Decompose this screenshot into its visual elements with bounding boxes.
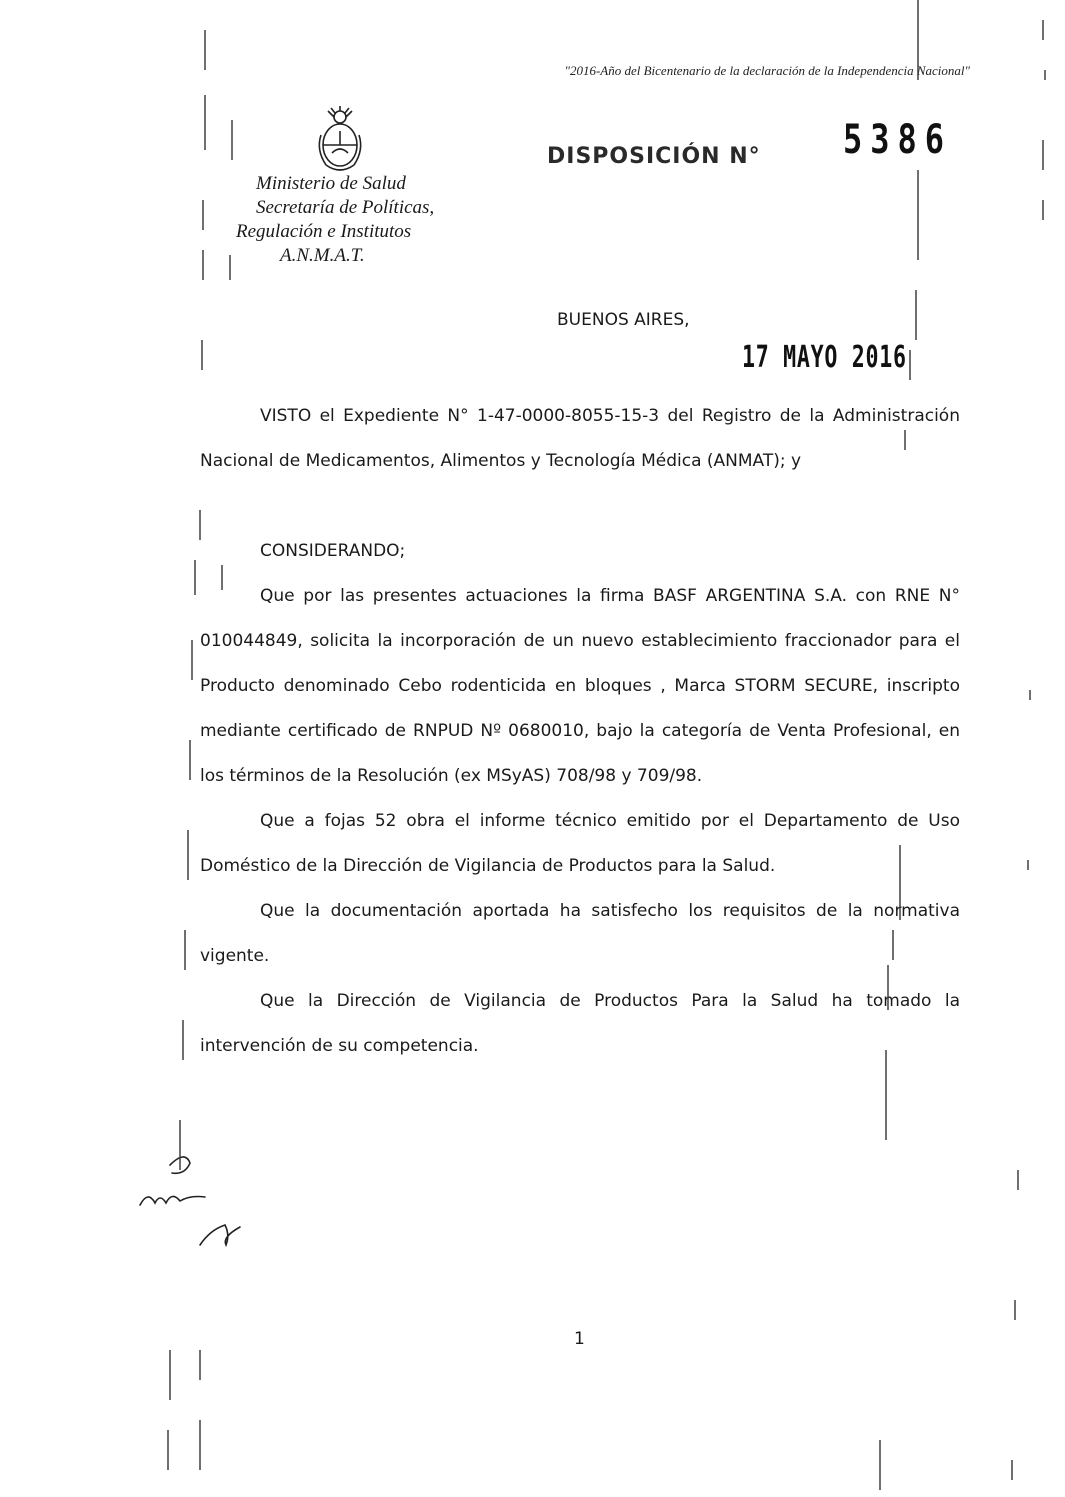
paragraph-2: Que a fojas 52 obra el informe técnico emitido por el Departamento de Uso Doméstico de la Dirección de Vigilancia de Productos para la Salud. [200, 811, 960, 876]
coat-of-arms-icon [312, 105, 368, 177]
ministry-line-3: Regulación e Institutos [236, 221, 412, 242]
disposicion-number: 5386 [843, 117, 953, 163]
handwritten-signature [130, 1145, 260, 1255]
date-stamp: 17 MAYO 2016 [742, 340, 907, 375]
ministry-line-4: A.N.M.A.T. [280, 245, 365, 266]
ministry-line-1: Ministerio de Salud [256, 173, 406, 194]
disposicion-label: DISPOSICIÓN N° [547, 144, 761, 169]
motto: "2016-Año del Bicentenario de la declaración de la Independencia Nacional" [564, 63, 970, 78]
page-number: 1 [574, 1329, 585, 1349]
visto-paragraph: VISTO el Expediente N° 1-47-0000-8055-15-3 del Registro de la Administración Nacional de Medicamentos, Alimentos y Tecnología Médica (ANMAT); y [200, 406, 960, 471]
considerando-heading: CONSIDERANDO; [260, 541, 406, 561]
paragraph-4: Que la Dirección de Vigilancia de Productos Para la Salud ha tomado la intervención de su competencia. [200, 991, 960, 1056]
ministry-block [232, 172, 434, 268]
document-body [200, 394, 960, 1069]
dateline-city: BUENOS AIRES, [557, 310, 690, 330]
paragraph-3: Que la documentación aportada ha satisfecho los requisitos de la normativa vigente. [200, 901, 960, 966]
paragraph-1: Que por las presentes actuaciones la firma BASF ARGENTINA S.A. con RNE N° 010044849, solicita la incorporación de un nuevo establecimiento fraccionador para el Producto denominado Cebo rodenticida en bloques , Marca STORM SECURE, inscripto mediante certificado de RNPUD Nº 0680010, bajo la categoría de Venta Profesional, en los términos de la Resolución (ex MSyAS) 708/98 y 709/98. [200, 586, 960, 786]
ministry-line-2: Secretaría de Políticas, [256, 197, 435, 218]
